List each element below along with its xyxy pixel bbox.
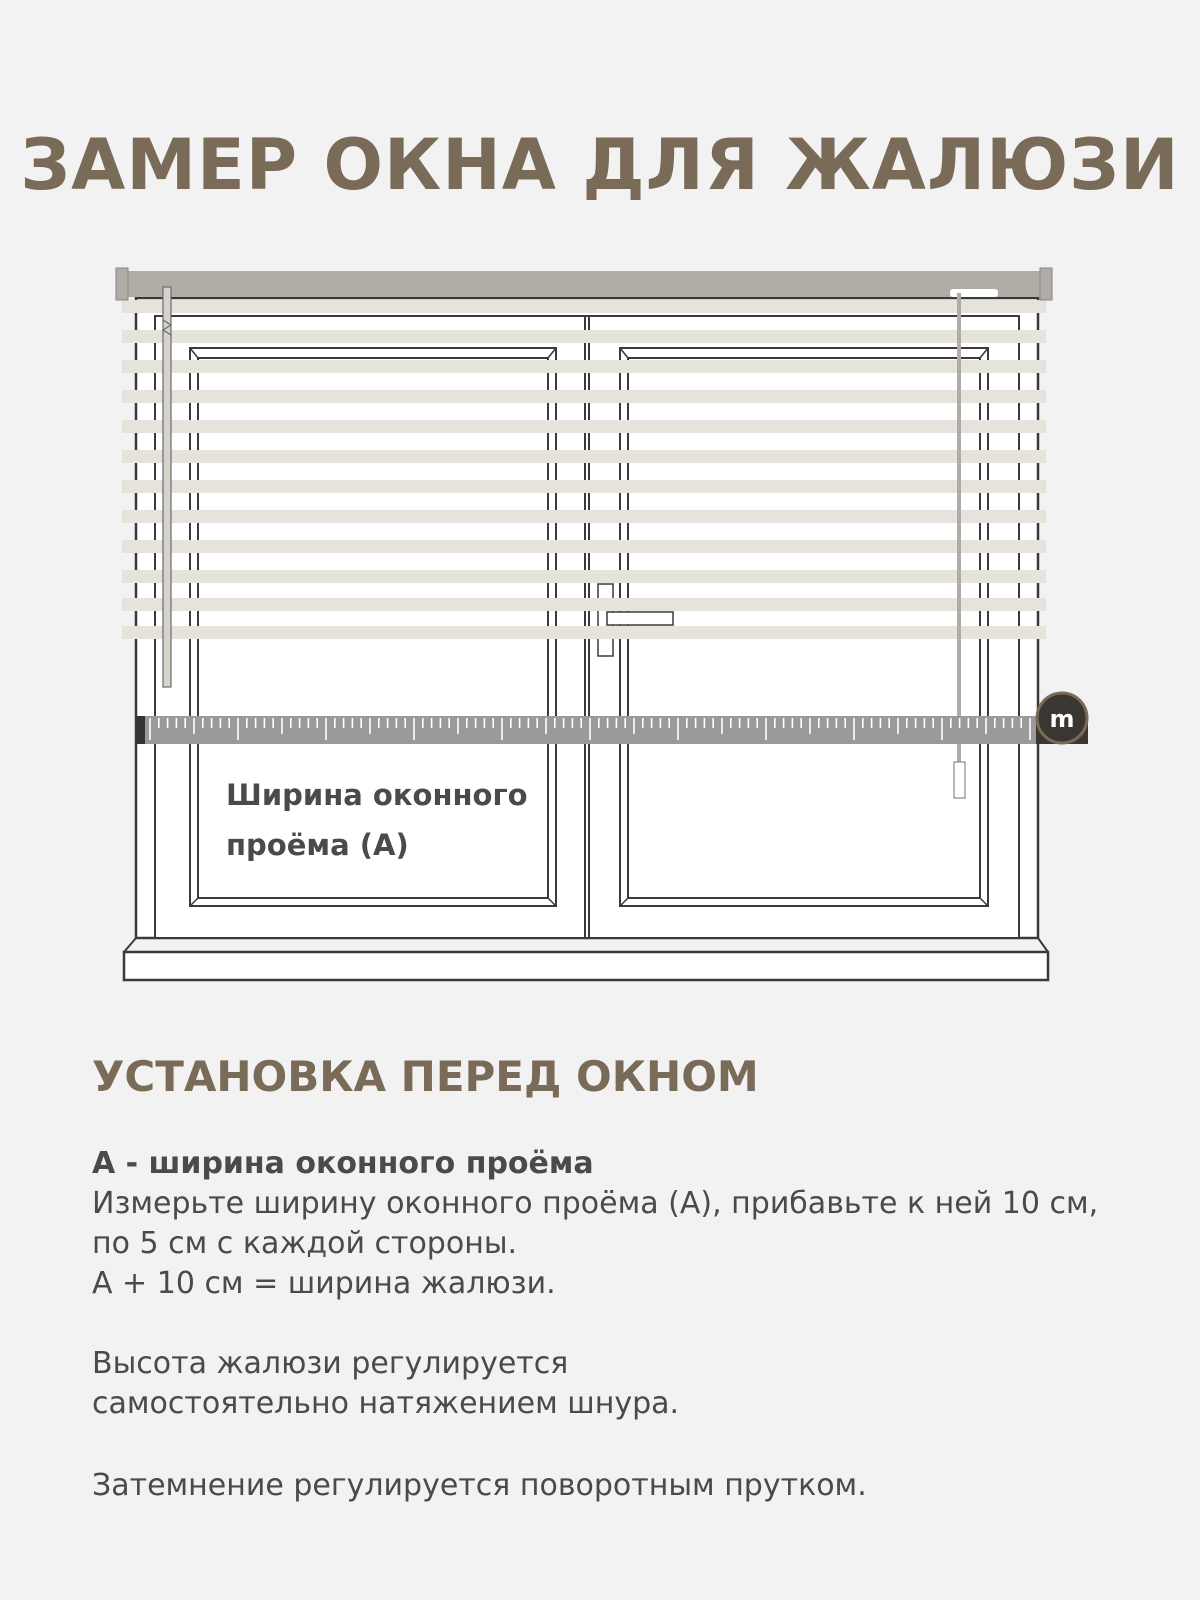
height-line: самостоятельно натяжением шнура.	[92, 1386, 680, 1421]
measure-line: по 5 см с каждой стороны.	[92, 1226, 518, 1261]
opening-width-label-line2: проёма (А)	[226, 828, 409, 862]
measure-line: А + 10 см = ширина жалюзи.	[92, 1266, 556, 1301]
window-sill	[124, 952, 1048, 980]
tape-badge-letter: m	[1049, 705, 1075, 733]
dimming-instructions	[92, 1466, 1152, 1506]
measure-instructions	[92, 1144, 1152, 1304]
dimming-line: Затемнение регулируется поворотным прутком.	[92, 1468, 867, 1503]
page-title: ЗАМЕР ОКНА ДЛЯ ЖАЛЮЗИ	[20, 124, 1180, 206]
section-title: УСТАНОВКА ПЕРЕД ОКНОМ	[92, 1052, 759, 1101]
opening-width-label-line1: Ширина оконного	[226, 778, 528, 812]
blind-head-rail	[116, 268, 1052, 300]
height-line: Высота жалюзи регулируется	[92, 1346, 569, 1381]
measure-line: Измерьте ширину оконного проёма (А), прибавьте к ней 10 см,	[92, 1186, 1099, 1221]
height-instructions	[92, 1344, 1152, 1424]
definition-title: А - ширина оконного проёма	[92, 1146, 594, 1181]
opening-width-label	[226, 770, 556, 870]
tilt-wand	[163, 287, 171, 687]
